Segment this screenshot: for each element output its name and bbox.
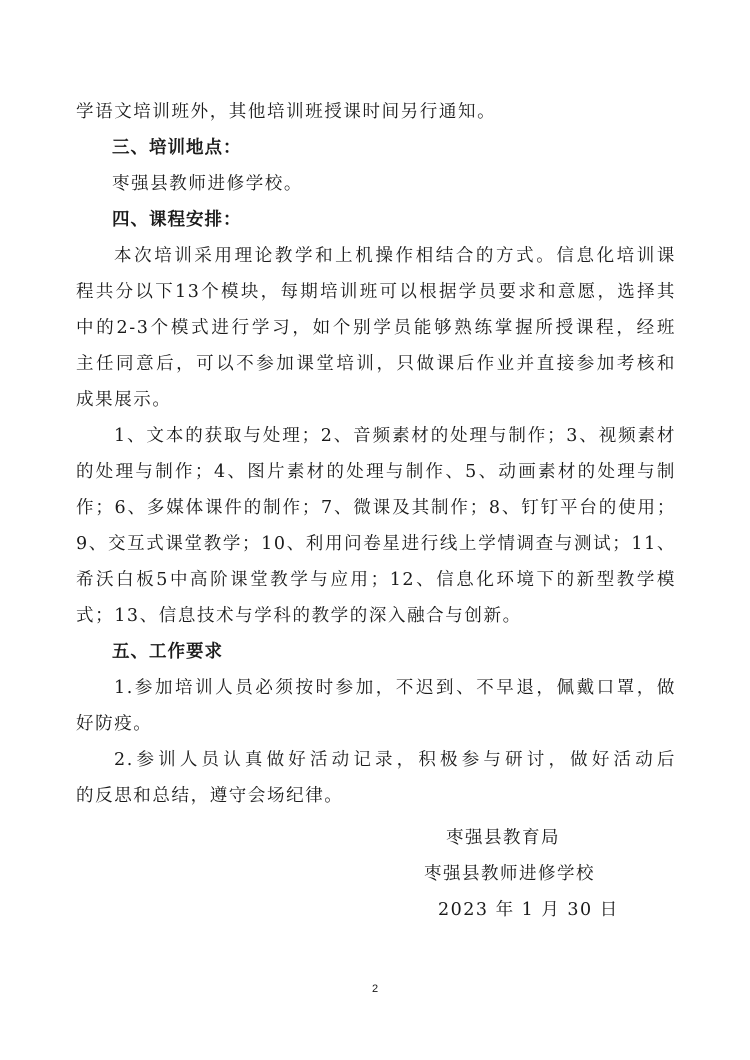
continuation-text: 学语文培训班外，其他培训班授课时间另行通知。 <box>76 102 497 122</box>
signature-org-1: 枣强县教育局 <box>446 828 560 848</box>
requirement-2-line: 2.参训人员认真做好活动记录，积极参与研讨，做好活动后 <box>114 750 676 770</box>
module-list-line: 式；13、信息技术与学科的教学的深入融合与创新。 <box>76 606 522 626</box>
section-3-content: 枣强县教师进修学校。 <box>112 174 303 194</box>
module-list-line: 1、文本的获取与处理；2、音频素材的处理与制作；3、视频素材 <box>114 426 676 446</box>
module-list-line: 作；6、多媒体课件的制作；7、微课及其制作；8、钉钉平台的使用； <box>76 498 676 518</box>
module-list-line: 9、交互式课堂教学；10、利用问卷星进行线上学情调查与测试；11、 <box>76 534 676 554</box>
section-4-intro-line: 成果展示。 <box>76 390 172 410</box>
module-list-line: 的处理与制作；4、图片素材的处理与制作、5、动画素材的处理与制 <box>76 462 676 482</box>
requirement-1-line: 1.参加培训人员必须按时参加，不迟到、不早退，佩戴口罩，做 <box>114 678 676 698</box>
requirement-1-line: 好防疫。 <box>76 714 153 734</box>
section-4-intro-line: 主任同意后，可以不参加课堂培训，只做课后作业并直接参加考核和 <box>76 354 676 374</box>
section-4-intro-line: 本次培训采用理论教学和上机操作相结合的方式。信息化培训课 <box>114 246 676 266</box>
page-number: 2 <box>371 983 379 995</box>
section-4-intro-line: 中的2-3个模式进行学习，如个别学员能够熟练掌握所授课程，经班 <box>76 318 676 338</box>
requirement-2-line: 的反思和总结，遵守会场纪律。 <box>76 786 344 806</box>
signature-date: 2023 年 1 月 30 日 <box>438 900 619 920</box>
section-4-intro-line: 程共分以下13个模块，每期培训班可以根据学员要求和意愿，选择其 <box>76 282 676 302</box>
section-3-heading: 三、培训地点： <box>112 138 242 158</box>
signature-org-2: 枣强县教师进修学校 <box>424 864 595 884</box>
section-5-heading: 五、工作要求 <box>112 642 223 662</box>
section-4-heading: 四、课程安排： <box>112 210 242 230</box>
module-list-line: 希沃白板5中高阶课堂教学与应用；12、信息化环境下的新型教学模 <box>76 570 676 590</box>
